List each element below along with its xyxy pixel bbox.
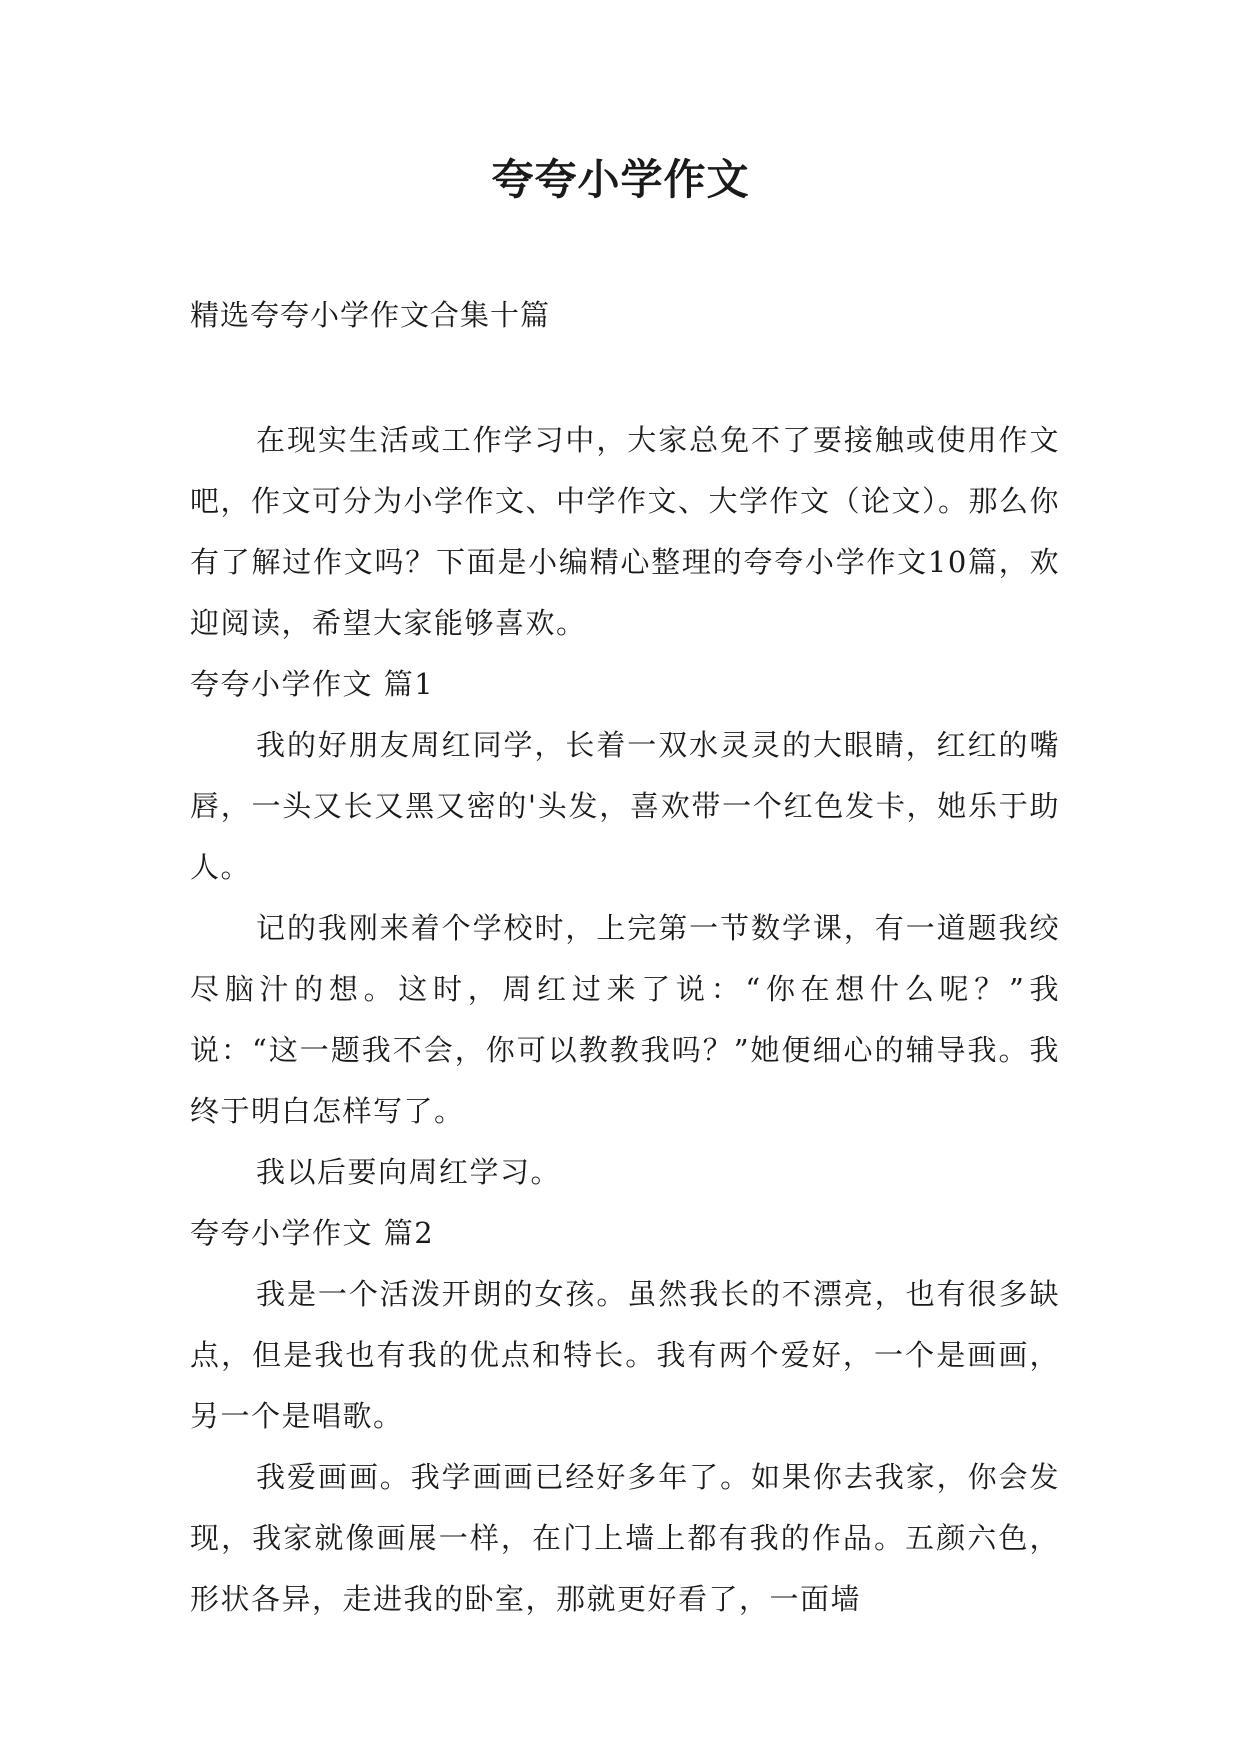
document-subtitle: 精选夸夸小学作文合集十篇 — [190, 298, 551, 332]
paragraph: 记的我刚来着个学校时，上完第一节数学课，有一道题我绞尽脑汁的想。这时，周红过来了说：“你在想什么呢？”我说：“这一题我不会，你可以教教我吗？”她便细心的辅导我。我 终于明白怎样写了。 — [190, 911, 1060, 1128]
section-heading-2: 夸夸小学作文 篇2 — [190, 1216, 435, 1250]
paragraph: 我的好朋友周红同学，长着一双水灵灵的大眼睛，红红的嘴唇，一头又长又黑又密的'头发，喜欢带一个红色发卡，她乐于助人。 — [190, 728, 1060, 884]
intro-paragraph: 在现实生活或工作学习中，大家总免不了要接触或使用作文吧，作文可分为小学作文、中学作文、大学作文（论文）。那么你有了解过作文吗？下面是小编精心整理的夸夸小学作文10篇，欢迎阅读，希望大家能够喜欢。 — [190, 423, 1061, 640]
paragraph: 我以后要向周红学习。 — [256, 1155, 562, 1189]
paragraph: 我是一个活泼开朗的女孩。虽然我长的不漂亮，也有很多缺点，但是我也有我的优点和特长。我有两个爱好，一个是画画，另一个是唱歌。 — [190, 1277, 1060, 1433]
document-title: 夸夸小学作文 — [491, 155, 750, 204]
section-heading-1: 夸夸小学作文 篇1 — [190, 667, 435, 701]
paragraph: 我爱画画。我学画画已经好多年了。如果你去我家，你会发现，我家就像画展一样，在门上墙上都有我的作品。五颜六色，形状各异，走进我的卧室，那就更好看了，一面墙 — [190, 1460, 1060, 1616]
document-body — [190, 410, 1060, 1630]
